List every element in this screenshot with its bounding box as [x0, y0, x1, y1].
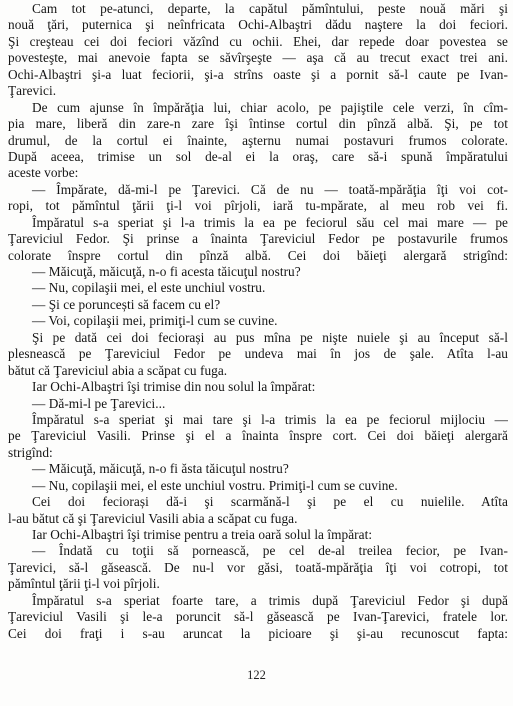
text-line: Ţareviciul Vasili şi le-a poruncit să-l găsească pe Ivan-Ţarevici, fratele lor.	[8, 609, 508, 625]
text-line: pe Ţareviciul Vasili. Prinse şi el a înainta înspre cort. Cei doi băieţi alergară	[8, 428, 508, 444]
text-line: ropi, tot pămîntul ţării ţi-l voi pîrjoli, iară tu-mpărate, al meu rob vei fi.	[8, 198, 508, 214]
text-line: — Măicuţă, măicuţă, n-o fi ăsta tăicuţul nostru?	[32, 461, 289, 477]
text-line: Cei doi fraţi i s-au aruncat la picioare şi şi-au recunoscut fapta:	[8, 625, 508, 641]
text-line: Împăratul s-a speriat şi mai tare şi l-a trimis la ea pe feciorul mijlociu —	[32, 411, 508, 427]
text-line: — Măicuţă, măicuţă, n-o fi acesta tăicuţul nostru?	[32, 264, 301, 279]
text-line: Ochi-Albaştri şi-a luat feciorii, şi-a strîns oaste şi a pornit să-l caute pe Ivan-	[8, 66, 508, 82]
text-line: — Şi ce poruncești să facem cu el?	[32, 296, 221, 312]
text-line: colorate înspre cortul din pînză albă. Cei doi băieţi alergară strigînd:	[8, 247, 508, 263]
text-line: — Nu, copilaşii mei, el este unchiul vostru.	[32, 280, 266, 296]
text-line: Iar Ochi-Albaştri îşi trimise din nou solul la împărat:	[32, 379, 316, 395]
text-line: Ţarevici.	[8, 83, 57, 99]
text-line: Ţarevici, să-l găsească. De nu-l vor găsi, toată-mpărăţia îţi voi cotropi, tot	[8, 559, 508, 575]
text-line: Şi pe dată cei doi feciorași au pus mîna pe nişte nuiele şi au început să-l	[32, 329, 508, 345]
text-line: — Voi, copilaşii mei, primiţi-l cum se cuvine.	[32, 313, 278, 329]
text-line: pia mare, liberă din zare-n zare îşi întinse cortul din pînză albă. Şi, pe tot	[8, 116, 508, 132]
text-line: l-au bătut că şi Ţareviciul Vasili abia a scăpat cu fuga.	[8, 510, 298, 526]
text-line: Iar Ochi-Albaştri îşi trimise pentru a treia oară solul la împărat:	[32, 527, 373, 542]
text-line: — Nu, copilaşii mei, el este unchiul vostru. Primiţi-l cum se cuvine.	[32, 477, 398, 493]
text-line: Cei doi feciorași dă-i şi scarmănă-l şi pe el cu nuielile. Atîta	[32, 494, 508, 510]
text-line: Împăratul s-a speriat foarte tare, a trimis după Ţareviciul Fedor şi după	[32, 592, 508, 608]
text-line: pămîntul ţării ţi-l voi pîrjoli.	[8, 576, 160, 592]
text-line: strigînd:	[8, 444, 53, 460]
text-line: plesnească pe Ţareviciul Fedor pe undeva mai în jos de şale. Atîta l-au	[8, 346, 508, 362]
text-line: nouă ţări, puternica şi neînfricata Ochi-Albaştri dădu naştere la doi feciori.	[8, 17, 508, 33]
text-line: drumul, de la cortul ei înainte, aşternu numai postavuri frumos colorate.	[8, 132, 508, 148]
text-line: — Îndată cu toţii să pornească, pe cel de-al treilea fecior, pe Ivan-	[32, 543, 508, 559]
text-line: bătut că Ţareviciul abia a scăpat cu fuga.	[8, 362, 228, 378]
text-line: După aceea, trimise un sol de-al ei la oraş, care să-i spună împăratului	[8, 148, 508, 164]
text-line: povesteşte, mai anevoie fapta se săvîrşeşte — aşa că au trecut exact trei ani.	[8, 50, 508, 66]
text-line: aceste vorbe:	[8, 165, 79, 181]
page-number: 122	[247, 668, 266, 682]
text-line: Împăratul s-a speriat şi l-a trimis la ea pe feciorul său cel mai mare — pe	[32, 214, 508, 230]
text-line: Ţareviciul Fedor. Şi prinse a înainta Ţareviciul Fedor pe postavurile frumos	[8, 231, 508, 247]
text-line: — Împărate, dă-mi-l pe Ţarevici. Că de nu — toată-mpărăţia îţi voi cot-	[32, 181, 508, 197]
story-text	[8, 1, 508, 642]
text-line: Cam tot pe-atunci, departe, la capătul pămîntului, peste nouă mări şi	[32, 1, 508, 16]
text-line: Şi creşteau cei doi feciori văzînd cu ochii. Ehei, dar repede doar povestea se	[8, 33, 508, 49]
text-line: De cum ajunse în împărăţia lui, chiar acolo, pe pajiştile cele verzi, în cîm-	[32, 99, 508, 115]
text-line: — Dă-mi-l pe Ţarevici...	[32, 395, 166, 411]
